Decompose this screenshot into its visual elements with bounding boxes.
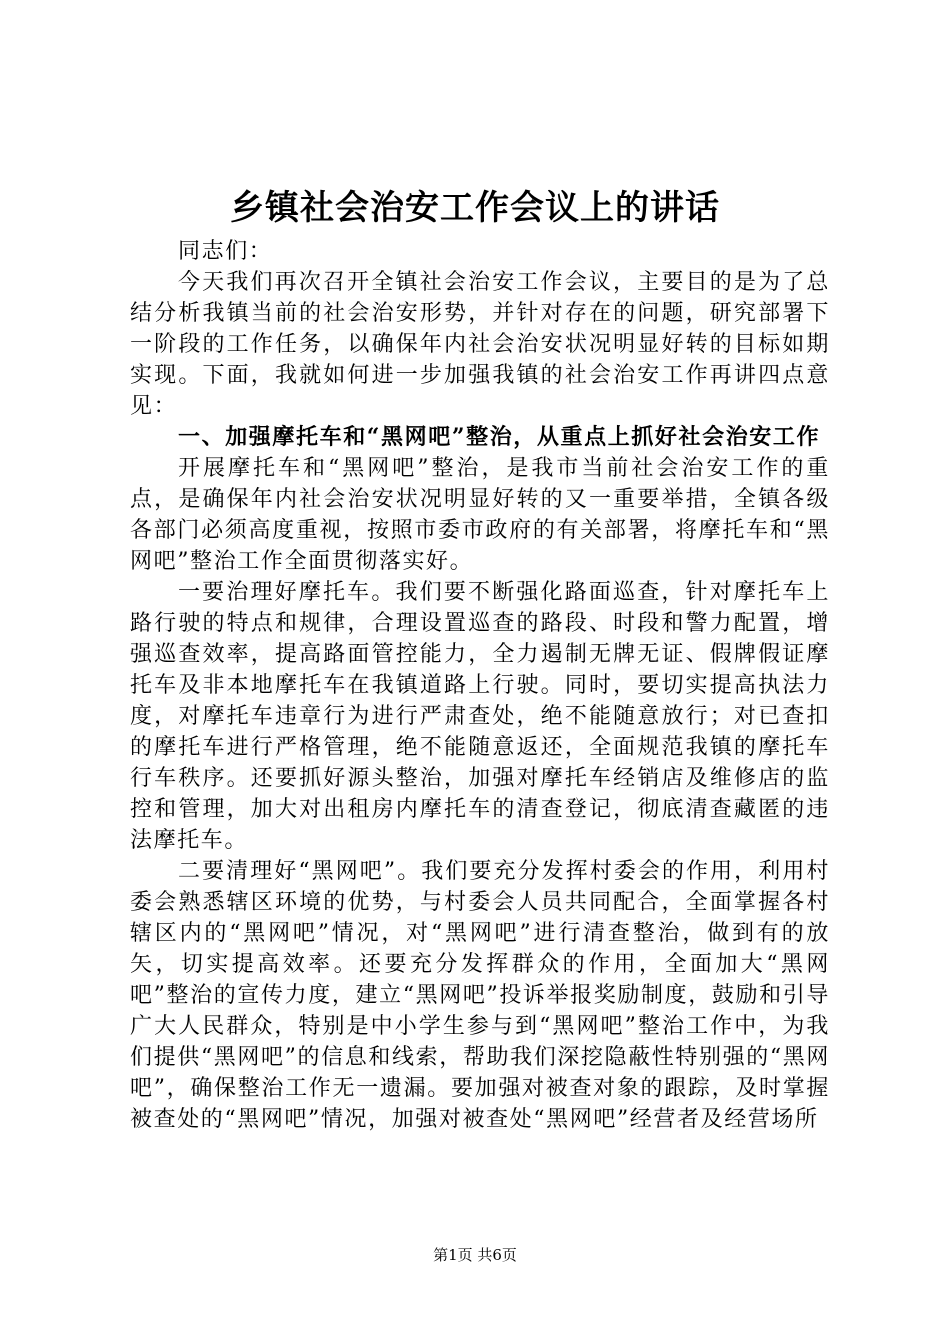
- paragraph-intro: 今天我们再次召开全镇社会治安工作会议，主要目的是为了总结分析我镇当前的社会治安形势，并针对存在的问题，研究部署下一阶段的工作任务，以确保年内社会治安状况明显好转的目标如期实现。下面，我就如何进一步加强我镇的社会治安工作再讲四点意见：: [130, 270, 830, 419]
- paragraph-section1-overview: 开展摩托车和“黑网吧”整治，是我市当前社会治安工作的重点，是确保年内社会治安状况明显好转的又一重要举措，全镇各级各部门必须高度重视，按照市委市政府的有关部署，将摩托车和“黑网吧”整治工作全面贯彻落实好。: [130, 456, 830, 574]
- document-body: [130, 236, 830, 1135]
- paragraph-internet-cafe: 二要清理好“黑网吧”。我们要充分发挥村委会的作用，利用村委会熟悉辖区环境的优势，与村委会人员共同配合，全面掌握各村辖区内的“黑网吧”情况，对“黑网吧”进行清查整治，做到有的放矢，切实提高效率。还要充分发挥群众的作用，全面加大“黑网吧”整治的宣传力度，建立“黑网吧”投诉举报奖励制度，鼓励和引导广大人民群众，特别是中小学生参与到“黑网吧”整治工作中，为我们提供“黑网吧”的信息和线索，帮助我们深挖隐蔽性特别强的“黑网吧”，确保整治工作无一遗漏。要加强对被查对象的跟踪，及时掌握被查处的“黑网吧”情况，加强对被查处“黑网吧”经营者及经营场所: [130, 859, 830, 1132]
- section-heading-1: 一、加强摩托车和“黑网吧”整治，从重点上抓好社会治安工作: [178, 424, 821, 450]
- paragraph-motorcycle: 一要治理好摩托车。我们要不断强化路面巡查，针对摩托车上路行驶的特点和规律，合理设置巡查的路段、时段和警力配置，增强巡查效率，提高路面管控能力，全力遏制无牌无证、假牌假证摩托车及非本地摩托车在我镇道路上行驶。同时，要切实提高执法力度，对摩托车违章行为进行严肃查处，绝不能随意放行；对已查扣的摩托车进行严格管理，绝不能随意返还，全面规范我镇的摩托车行车秩序。还要抓好源头整治，加强对摩托车经销店及维修店的监控和管理，加大对出租房内摩托车的清查登记，彻底清查藏匿的违法摩托车。: [130, 580, 830, 853]
- page-number-footer: 第1页 共6页: [433, 1246, 517, 1264]
- document-title: 乡镇社会治安工作会议上的讲话: [230, 188, 720, 228]
- salutation: 同志们：: [178, 239, 273, 264]
